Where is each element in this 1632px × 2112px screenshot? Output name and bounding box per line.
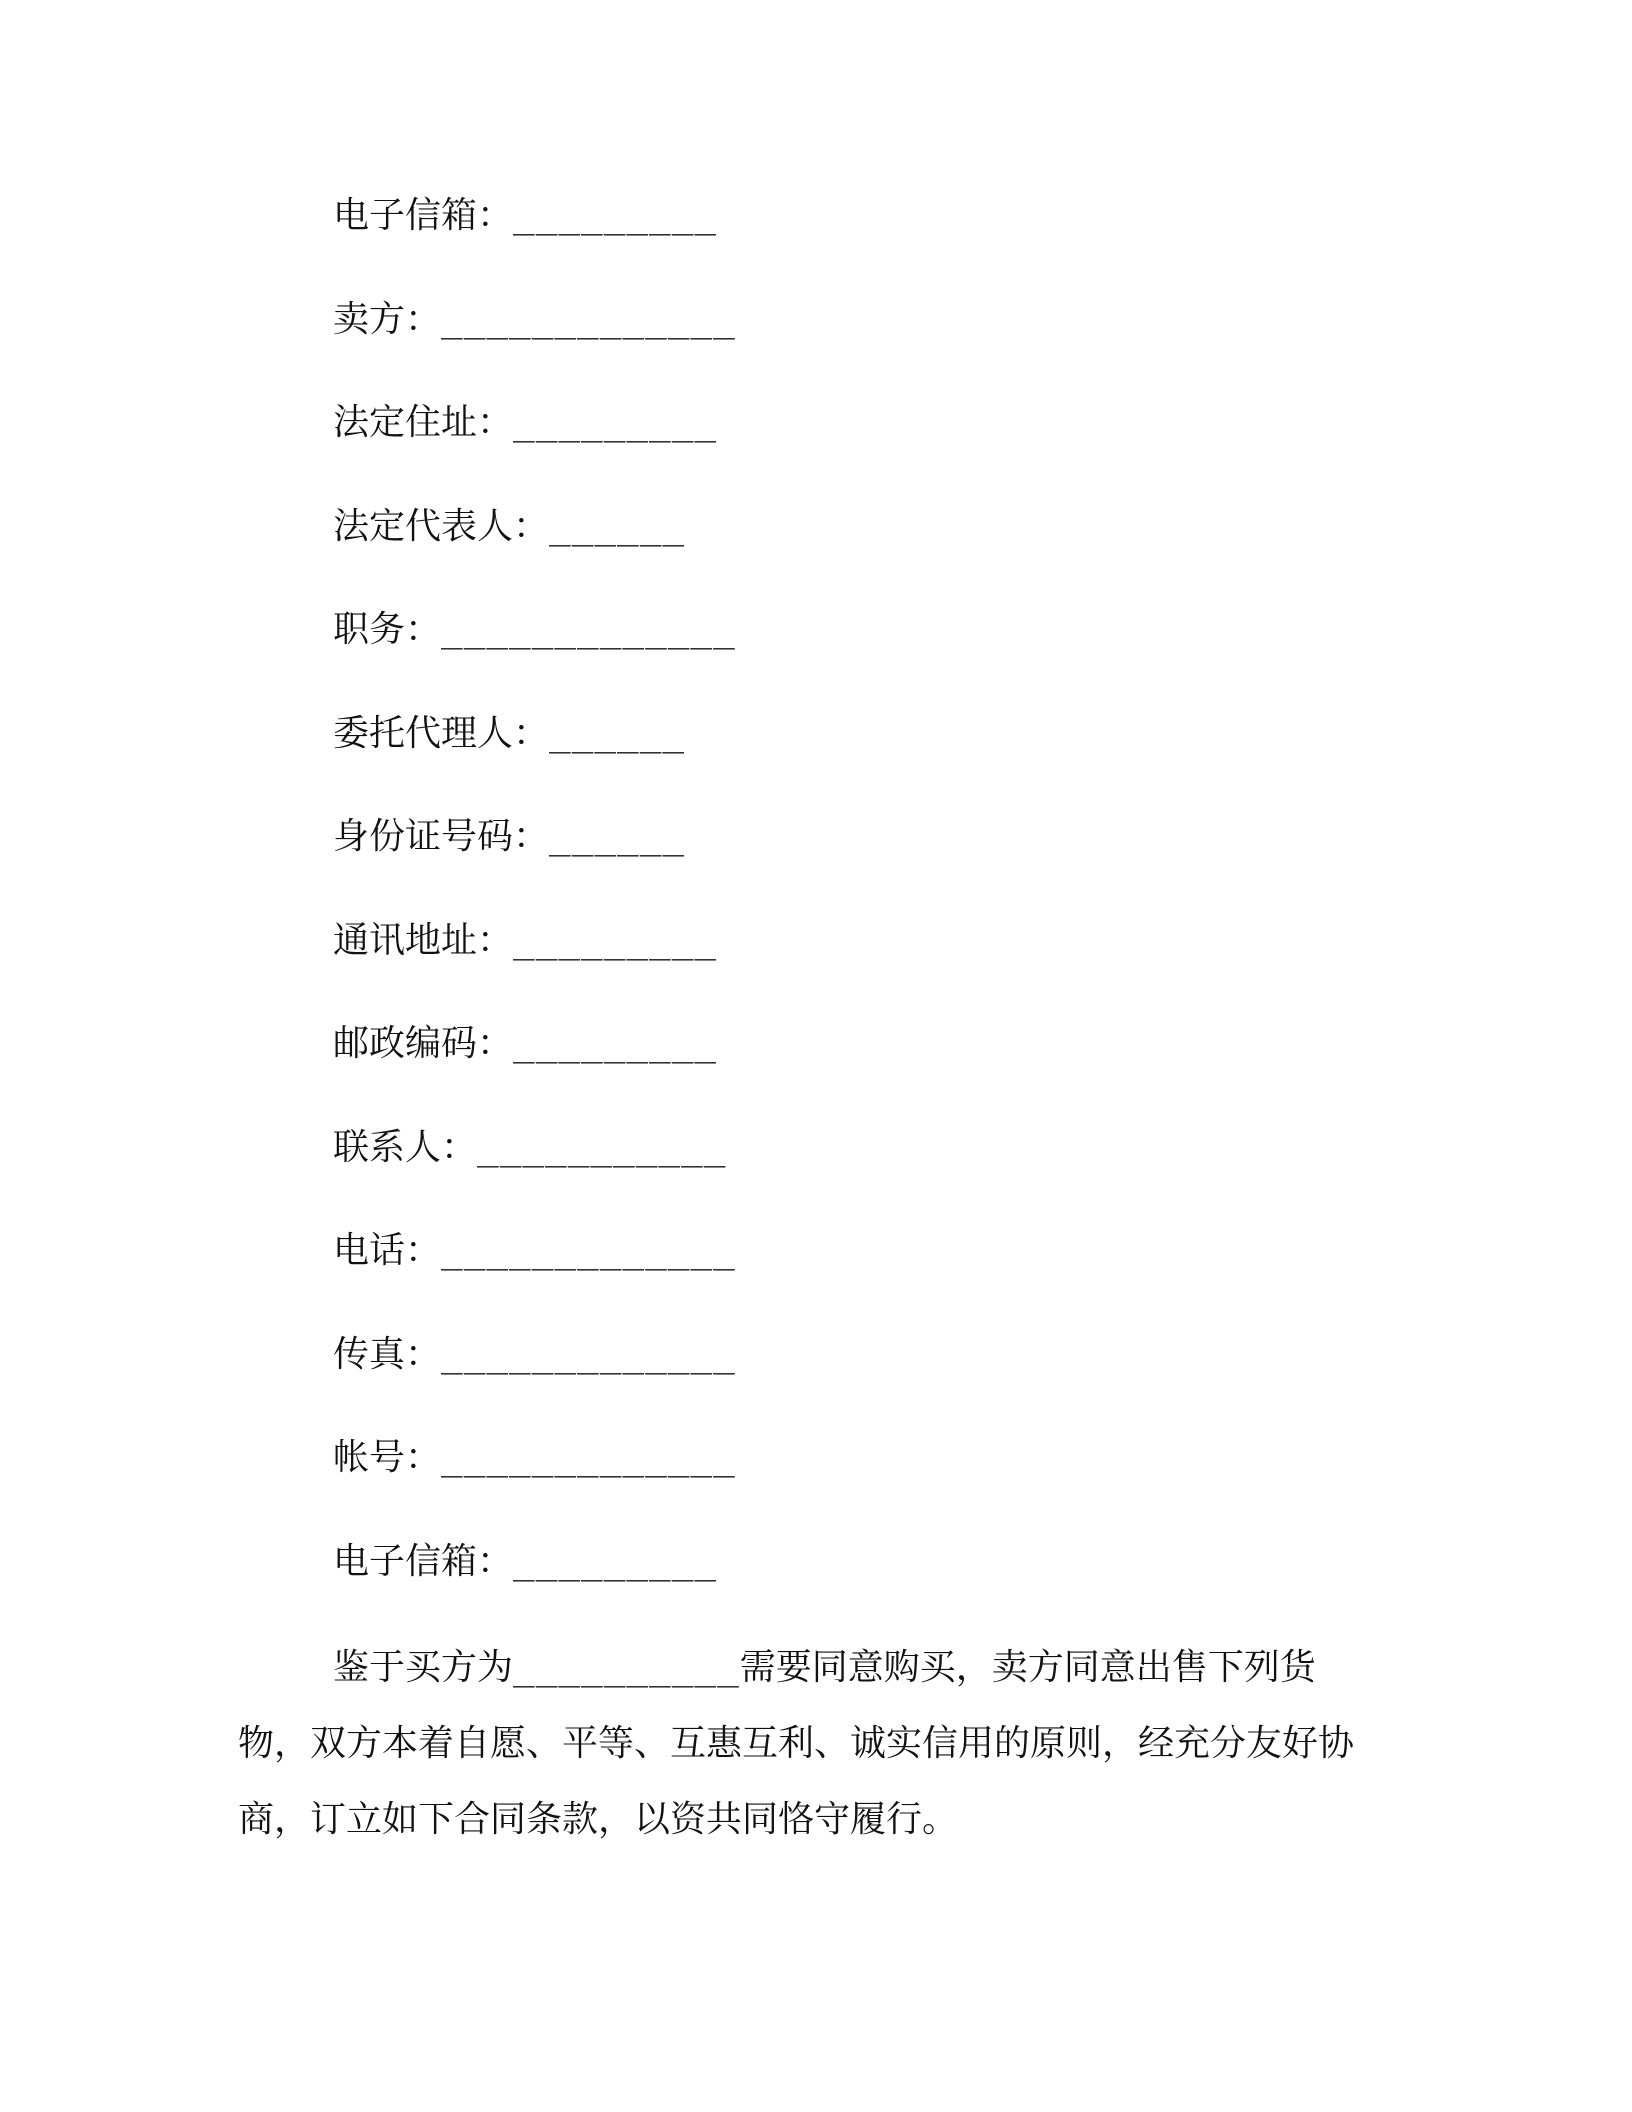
fill-blank: ______: [549, 505, 686, 547]
fill-blank: _________: [513, 402, 718, 443]
field-label: 传真：: [333, 1333, 442, 1375]
field-mailing-address: [333, 911, 736, 1015]
fill-blank: _____________: [441, 609, 736, 650]
field-label: 通讯地址：: [333, 919, 514, 961]
fill-blank: _____________: [441, 1437, 736, 1478]
field-label: 电子信箱：: [333, 1540, 514, 1582]
fill-blank: ______: [549, 712, 686, 754]
contract-preamble-paragraph: [238, 1630, 1378, 1858]
preamble-text-after: 需要同意购买，卖方同意出售下列货物，双方本着自愿、平等、互惠互利、诚实信用的原则，经充分友好协商，订立如下合同条款，以资共同恪守履行。: [238, 1647, 1355, 1840]
field-label: 法定住址：: [333, 402, 514, 443]
field-postal-code: [333, 1014, 736, 1118]
field-email-seller: [333, 1532, 736, 1636]
field-label: 联系人：: [333, 1126, 478, 1168]
field-label: 委托代理人：: [333, 712, 550, 754]
field-label: 身份证号码：: [333, 816, 550, 857]
field-seller: [333, 290, 736, 394]
field-phone: [333, 1221, 736, 1325]
fill-blank: _________: [513, 919, 718, 961]
field-position: [333, 600, 736, 704]
fill-blank: _________: [513, 1023, 718, 1064]
fill-blank: _________: [513, 195, 718, 236]
field-authorized-agent: [333, 704, 736, 808]
field-legal-representative: [333, 497, 736, 601]
purpose-blank: __________: [513, 1647, 740, 1688]
field-label: 帐号：: [333, 1437, 442, 1478]
field-account-number: [333, 1428, 736, 1532]
field-label: 卖方：: [333, 298, 442, 340]
fill-blank: ___________: [477, 1126, 727, 1168]
fill-blank: _____________: [441, 298, 736, 340]
field-label: 电子信箱：: [333, 195, 514, 236]
field-label: 法定代表人：: [333, 505, 550, 547]
field-legal-address: [333, 393, 736, 497]
preamble-text-before: 鉴于买方为: [333, 1647, 514, 1688]
fill-blank: _________: [513, 1540, 718, 1582]
field-id-number: [333, 807, 736, 911]
fill-blank: _____________: [441, 1230, 736, 1271]
seller-info-fields: [333, 186, 736, 1635]
fill-blank: _____________: [441, 1333, 736, 1375]
field-label: 职务：: [333, 609, 442, 650]
field-contact-person: [333, 1118, 736, 1222]
field-label: 电话：: [333, 1230, 442, 1271]
field-label: 邮政编码：: [333, 1023, 514, 1064]
field-fax: [333, 1325, 736, 1429]
fill-blank: ______: [549, 816, 686, 857]
field-email-buyer: [333, 186, 736, 290]
